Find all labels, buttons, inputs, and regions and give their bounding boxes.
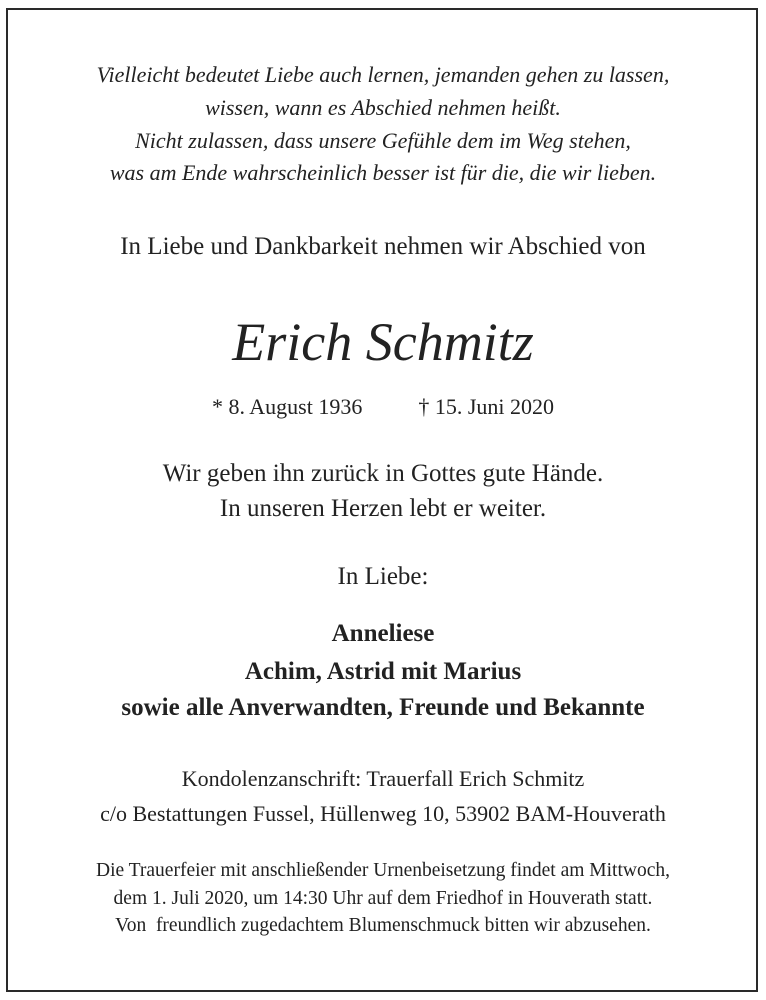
family-line-2: Achim, Astrid mit Marius <box>244 658 522 685</box>
poem-line-3: Nicht zulassen, dass unsere Gefühle dem im Weg stehen, <box>135 128 631 153</box>
family-line-3: sowie alle Anverwandten, Freunde und Bekannte <box>121 694 645 721</box>
deceased-name: Erich Schmitz <box>232 312 534 372</box>
poem-line-2: wissen, wann es Abschied nehmen heißt. <box>205 95 561 120</box>
message-line-1: Wir geben ihn zurück in Gottes gute Hände. <box>162 460 604 487</box>
condolence-address-line-1: Kondolenzanschrift: Trauerfall Erich Schmitz <box>181 766 585 791</box>
ceremony-line-3: Von freundlich zugedachtem Blumenschmuck bitten wir abzusehen. <box>115 915 651 936</box>
message-line-2: In unseren Herzen lebt er weiter. <box>219 495 547 522</box>
poem-line-4: was am Ende wahrscheinlich besser ist für die, die wir lieben. <box>109 160 657 185</box>
intro-text: In Liebe und Dankbarkeit nehmen wir Abschied von <box>120 233 646 260</box>
life-dates <box>0 394 766 420</box>
ceremony-line-2: dem 1. Juli 2020, um 14:30 Uhr auf dem Friedhof in Houverath statt. <box>113 888 653 909</box>
family-line-1: Anneliese <box>331 620 435 647</box>
birth-date: * 8. August 1936 <box>211 394 363 419</box>
closing-text: In Liebe: <box>337 563 429 590</box>
death-date: † 15. Juni 2020 <box>418 394 555 419</box>
ceremony-line-1: Die Trauerfeier mit anschließender Urnenbeisetzung findet am Mittwoch, <box>96 860 670 881</box>
condolence-address-line-2: c/o Bestattungen Fussel, Hüllenweg 10, 53902 BAM-Houverath <box>100 801 666 826</box>
poem-line-1: Vielleicht bedeutet Liebe auch lernen, jemanden gehen zu lassen, <box>96 62 670 87</box>
